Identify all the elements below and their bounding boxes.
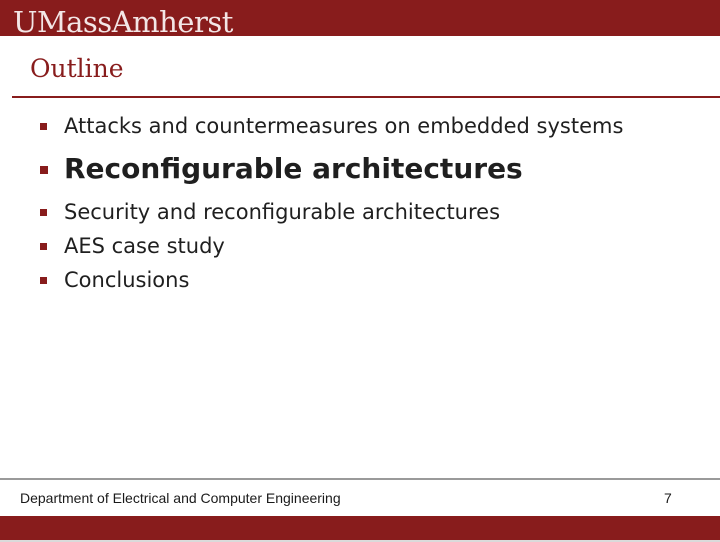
square-bullet-icon — [40, 243, 47, 250]
footer-band — [0, 516, 720, 540]
slide-title: Outline — [30, 54, 124, 83]
bullet-item — [40, 263, 680, 297]
square-bullet-icon — [40, 277, 47, 284]
square-bullet-icon — [40, 123, 47, 130]
bullet-text: Security and reconfigurable architectures — [64, 200, 501, 224]
bullet-item — [40, 195, 680, 229]
bullet-item — [40, 229, 680, 263]
department-name: Department of Electrical and Computer Engineering — [20, 490, 341, 506]
header-band — [0, 0, 720, 36]
title-divider — [12, 96, 720, 98]
bullet-text: Conclusions — [64, 268, 190, 292]
bullet-text: Reconfigurable architectures — [64, 152, 523, 185]
square-bullet-icon — [40, 209, 47, 216]
page-number: 7 — [664, 490, 672, 506]
umass-logo: UMassAmherst — [13, 5, 233, 36]
square-bullet-icon — [40, 166, 48, 174]
bullet-text: Attacks and countermeasures on embedded systems — [64, 114, 624, 138]
bullet-item-highlighted — [40, 151, 680, 187]
bullet-text: AES case study — [64, 234, 225, 258]
bullet-item — [40, 112, 680, 141]
bullet-list — [40, 112, 680, 297]
